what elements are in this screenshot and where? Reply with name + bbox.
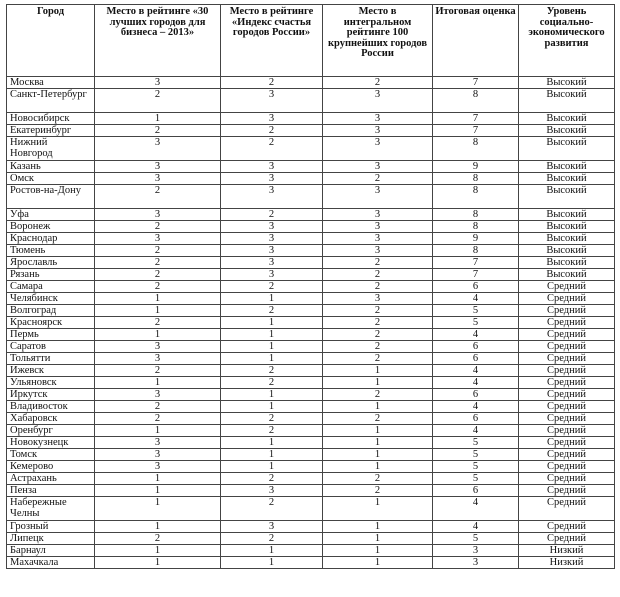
integral-rating-cell: 2: [323, 317, 433, 329]
business-rating-cell: 2: [95, 365, 221, 377]
business-rating-cell: 1: [95, 329, 221, 341]
total-score-cell: 5: [433, 461, 519, 473]
happiness-index-cell: 3: [221, 245, 323, 257]
integral-rating-cell: 3: [323, 209, 433, 221]
city-cell: Кемерово: [7, 461, 95, 473]
business-rating-cell: 3: [95, 353, 221, 365]
development-level-cell: Средний: [519, 377, 615, 389]
table-header: [7, 5, 615, 77]
table-row: [7, 461, 615, 473]
development-level-cell: Высокий: [519, 233, 615, 245]
table-row: [7, 161, 615, 173]
city-cell: Махачкала: [7, 557, 95, 569]
table-row: [7, 473, 615, 485]
table-row: [7, 173, 615, 185]
business-rating-cell: 3: [95, 161, 221, 173]
total-score-cell: 8: [433, 221, 519, 233]
happiness-index-cell: 3: [221, 173, 323, 185]
city-cell: Набережные Челны: [7, 497, 95, 521]
development-level-cell: Средний: [519, 305, 615, 317]
total-score-cell: 6: [433, 341, 519, 353]
happiness-index-cell: 3: [221, 257, 323, 269]
integral-rating-cell: 2: [323, 485, 433, 497]
development-level-cell: Средний: [519, 449, 615, 461]
table-row: [7, 401, 615, 413]
happiness-index-cell: 3: [221, 221, 323, 233]
table-row: [7, 77, 615, 89]
happiness-index-cell: 3: [221, 269, 323, 281]
total-score-cell: 7: [433, 113, 519, 125]
integral-rating-cell: 2: [323, 305, 433, 317]
city-cell: Новосибирск: [7, 113, 95, 125]
happiness-index-cell: 1: [221, 317, 323, 329]
total-score-cell: 5: [433, 437, 519, 449]
header-row: [7, 5, 615, 77]
happiness-index-cell: 2: [221, 533, 323, 545]
development-level-cell: Высокий: [519, 125, 615, 137]
happiness-index-cell: 2: [221, 305, 323, 317]
total-score-cell: 5: [433, 305, 519, 317]
business-rating-cell: 2: [95, 281, 221, 293]
city-cell: Уфа: [7, 209, 95, 221]
integral-rating-cell: 1: [323, 425, 433, 437]
integral-rating-cell: 2: [323, 389, 433, 401]
city-cell: Тольятти: [7, 353, 95, 365]
integral-rating-cell: 3: [323, 89, 433, 113]
development-level-cell: Средний: [519, 437, 615, 449]
table-row: [7, 353, 615, 365]
city-cell: Волгоград: [7, 305, 95, 317]
total-score-cell: 6: [433, 389, 519, 401]
integral-rating-cell: 3: [323, 293, 433, 305]
happiness-index-cell: 2: [221, 209, 323, 221]
table-row: [7, 269, 615, 281]
table-row: [7, 317, 615, 329]
happiness-index-cell: 3: [221, 233, 323, 245]
business-rating-cell: 1: [95, 425, 221, 437]
happiness-index-cell: 1: [221, 389, 323, 401]
business-rating-cell: 1: [95, 521, 221, 533]
header-happiness-index: Место в рейтинге «Индекс счастья городов России»: [221, 5, 323, 77]
development-level-cell: Средний: [519, 497, 615, 521]
city-cell: Пермь: [7, 329, 95, 341]
integral-rating-cell: 1: [323, 377, 433, 389]
happiness-index-cell: 2: [221, 281, 323, 293]
table-row: [7, 113, 615, 125]
table-row: [7, 185, 615, 209]
table-row: [7, 545, 615, 557]
city-cell: Иркутск: [7, 389, 95, 401]
table-row: [7, 233, 615, 245]
happiness-index-cell: 1: [221, 545, 323, 557]
total-score-cell: 8: [433, 89, 519, 113]
city-cell: Ростов-на-Дону: [7, 185, 95, 209]
business-rating-cell: 3: [95, 233, 221, 245]
city-cell: Краснодар: [7, 233, 95, 245]
development-level-cell: Высокий: [519, 185, 615, 209]
city-cell: Красноярск: [7, 317, 95, 329]
integral-rating-cell: 1: [323, 557, 433, 569]
business-rating-cell: 1: [95, 113, 221, 125]
development-level-cell: Высокий: [519, 245, 615, 257]
business-rating-cell: 1: [95, 305, 221, 317]
table-row: [7, 257, 615, 269]
business-rating-cell: 3: [95, 449, 221, 461]
happiness-index-cell: 2: [221, 425, 323, 437]
development-level-cell: Средний: [519, 281, 615, 293]
city-cell: Санкт-Петербург: [7, 89, 95, 113]
business-rating-cell: 1: [95, 293, 221, 305]
integral-rating-cell: 3: [323, 113, 433, 125]
development-level-cell: Высокий: [519, 77, 615, 89]
header-total-score: Итоговая оценка: [433, 5, 519, 77]
business-rating-cell: 3: [95, 389, 221, 401]
integral-rating-cell: 3: [323, 233, 433, 245]
integral-rating-cell: 2: [323, 257, 433, 269]
city-cell: Челябинск: [7, 293, 95, 305]
business-rating-cell: 3: [95, 137, 221, 161]
total-score-cell: 9: [433, 233, 519, 245]
total-score-cell: 5: [433, 317, 519, 329]
total-score-cell: 8: [433, 209, 519, 221]
development-level-cell: Средний: [519, 341, 615, 353]
table-row: [7, 557, 615, 569]
total-score-cell: 8: [433, 245, 519, 257]
table-row: [7, 305, 615, 317]
total-score-cell: 7: [433, 269, 519, 281]
integral-rating-cell: 1: [323, 533, 433, 545]
table-row: [7, 341, 615, 353]
total-score-cell: 4: [433, 377, 519, 389]
development-level-cell: Высокий: [519, 89, 615, 113]
total-score-cell: 7: [433, 77, 519, 89]
happiness-index-cell: 3: [221, 485, 323, 497]
city-cell: Ижевск: [7, 365, 95, 377]
table-row: [7, 89, 615, 113]
total-score-cell: 7: [433, 257, 519, 269]
city-cell: Новокузнецк: [7, 437, 95, 449]
development-level-cell: Высокий: [519, 209, 615, 221]
development-level-cell: Средний: [519, 353, 615, 365]
city-cell: Ульяновск: [7, 377, 95, 389]
table-row: [7, 365, 615, 377]
happiness-index-cell: 1: [221, 401, 323, 413]
business-rating-cell: 2: [95, 317, 221, 329]
happiness-index-cell: 2: [221, 497, 323, 521]
happiness-index-cell: 3: [221, 161, 323, 173]
development-level-cell: Высокий: [519, 269, 615, 281]
total-score-cell: 8: [433, 137, 519, 161]
business-rating-cell: 2: [95, 89, 221, 113]
business-rating-cell: 2: [95, 533, 221, 545]
integral-rating-cell: 2: [323, 413, 433, 425]
business-rating-cell: 1: [95, 545, 221, 557]
happiness-index-cell: 1: [221, 293, 323, 305]
table-row: [7, 521, 615, 533]
table-row: [7, 281, 615, 293]
happiness-index-cell: 2: [221, 137, 323, 161]
table-row: [7, 245, 615, 257]
development-level-cell: Средний: [519, 389, 615, 401]
business-rating-cell: 2: [95, 257, 221, 269]
happiness-index-cell: 1: [221, 341, 323, 353]
city-cell: Нижний Новгород: [7, 137, 95, 161]
business-rating-cell: 2: [95, 125, 221, 137]
table-body: [7, 77, 615, 569]
integral-rating-cell: 2: [323, 77, 433, 89]
business-rating-cell: 3: [95, 341, 221, 353]
integral-rating-cell: 2: [323, 269, 433, 281]
total-score-cell: 7: [433, 125, 519, 137]
happiness-index-cell: 1: [221, 437, 323, 449]
city-cell: Барнаул: [7, 545, 95, 557]
development-level-cell: Средний: [519, 461, 615, 473]
integral-rating-cell: 1: [323, 449, 433, 461]
total-score-cell: 3: [433, 557, 519, 569]
table-row: [7, 377, 615, 389]
table-row: [7, 533, 615, 545]
business-rating-cell: 2: [95, 269, 221, 281]
total-score-cell: 4: [433, 521, 519, 533]
happiness-index-cell: 3: [221, 185, 323, 209]
integral-rating-cell: 3: [323, 125, 433, 137]
city-cell: Самара: [7, 281, 95, 293]
happiness-index-cell: 3: [221, 89, 323, 113]
city-cell: Рязань: [7, 269, 95, 281]
development-level-cell: Высокий: [519, 161, 615, 173]
city-rating-table: [6, 4, 615, 569]
table-row: [7, 329, 615, 341]
city-cell: Воронеж: [7, 221, 95, 233]
integral-rating-cell: 1: [323, 497, 433, 521]
total-score-cell: 4: [433, 293, 519, 305]
business-rating-cell: 2: [95, 245, 221, 257]
total-score-cell: 6: [433, 485, 519, 497]
total-score-cell: 6: [433, 281, 519, 293]
development-level-cell: Средний: [519, 473, 615, 485]
business-rating-cell: 1: [95, 377, 221, 389]
integral-rating-cell: 3: [323, 221, 433, 233]
development-level-cell: Средний: [519, 317, 615, 329]
integral-rating-cell: 2: [323, 341, 433, 353]
city-cell: Омск: [7, 173, 95, 185]
integral-rating-cell: 1: [323, 437, 433, 449]
total-score-cell: 4: [433, 425, 519, 437]
happiness-index-cell: 2: [221, 377, 323, 389]
integral-rating-cell: 1: [323, 521, 433, 533]
city-cell: Астрахань: [7, 473, 95, 485]
development-level-cell: Средний: [519, 413, 615, 425]
business-rating-cell: 3: [95, 173, 221, 185]
total-score-cell: 8: [433, 185, 519, 209]
integral-rating-cell: 3: [323, 185, 433, 209]
integral-rating-cell: 1: [323, 461, 433, 473]
table-row: [7, 125, 615, 137]
total-score-cell: 8: [433, 173, 519, 185]
integral-rating-cell: 2: [323, 281, 433, 293]
table-row: [7, 389, 615, 401]
happiness-index-cell: 2: [221, 473, 323, 485]
integral-rating-cell: 3: [323, 161, 433, 173]
integral-rating-cell: 3: [323, 245, 433, 257]
total-score-cell: 6: [433, 413, 519, 425]
business-rating-cell: 2: [95, 221, 221, 233]
city-cell: Томск: [7, 449, 95, 461]
development-level-cell: Средний: [519, 365, 615, 377]
happiness-index-cell: 3: [221, 113, 323, 125]
city-cell: Москва: [7, 77, 95, 89]
integral-rating-cell: 1: [323, 365, 433, 377]
integral-rating-cell: 2: [323, 353, 433, 365]
development-level-cell: Высокий: [519, 137, 615, 161]
table-row: [7, 137, 615, 161]
city-cell: Липецк: [7, 533, 95, 545]
city-cell: Ярославль: [7, 257, 95, 269]
integral-rating-cell: 3: [323, 137, 433, 161]
table-row: [7, 209, 615, 221]
happiness-index-cell: 2: [221, 77, 323, 89]
city-cell: Екатеринбург: [7, 125, 95, 137]
development-level-cell: Средний: [519, 293, 615, 305]
happiness-index-cell: 2: [221, 365, 323, 377]
total-score-cell: 3: [433, 545, 519, 557]
city-cell: Казань: [7, 161, 95, 173]
integral-rating-cell: 2: [323, 473, 433, 485]
happiness-index-cell: 1: [221, 329, 323, 341]
development-level-cell: Средний: [519, 521, 615, 533]
table-row: [7, 449, 615, 461]
table-row: [7, 221, 615, 233]
header-integral-rating: Место в интегральном рейтинге 100 крупнейших городов России: [323, 5, 433, 77]
table-row: [7, 413, 615, 425]
total-score-cell: 5: [433, 449, 519, 461]
total-score-cell: 4: [433, 329, 519, 341]
integral-rating-cell: 1: [323, 545, 433, 557]
city-cell: Оренбург: [7, 425, 95, 437]
integral-rating-cell: 1: [323, 401, 433, 413]
development-level-cell: Высокий: [519, 221, 615, 233]
city-cell: Владивосток: [7, 401, 95, 413]
header-city: Город: [7, 5, 95, 77]
happiness-index-cell: 1: [221, 353, 323, 365]
total-score-cell: 4: [433, 497, 519, 521]
total-score-cell: 9: [433, 161, 519, 173]
business-rating-cell: 2: [95, 401, 221, 413]
business-rating-cell: 3: [95, 209, 221, 221]
happiness-index-cell: 1: [221, 461, 323, 473]
development-level-cell: Высокий: [519, 173, 615, 185]
table-row: [7, 497, 615, 521]
business-rating-cell: 1: [95, 557, 221, 569]
table-row: [7, 425, 615, 437]
total-score-cell: 6: [433, 353, 519, 365]
business-rating-cell: 2: [95, 185, 221, 209]
city-cell: Хабаровск: [7, 413, 95, 425]
integral-rating-cell: 2: [323, 329, 433, 341]
development-level-cell: Высокий: [519, 257, 615, 269]
business-rating-cell: 3: [95, 437, 221, 449]
development-level-cell: Средний: [519, 401, 615, 413]
header-development-level: Уровень социально-экономического развития: [519, 5, 615, 77]
city-cell: Саратов: [7, 341, 95, 353]
header-business-rating: Место в рейтинге «30 лучших городов для бизнеса – 2013»: [95, 5, 221, 77]
table-container: [6, 4, 614, 569]
total-score-cell: 5: [433, 533, 519, 545]
table-row: [7, 293, 615, 305]
development-level-cell: Средний: [519, 329, 615, 341]
table-row: [7, 437, 615, 449]
business-rating-cell: 3: [95, 461, 221, 473]
business-rating-cell: 3: [95, 77, 221, 89]
total-score-cell: 4: [433, 365, 519, 377]
development-level-cell: Высокий: [519, 113, 615, 125]
happiness-index-cell: 2: [221, 125, 323, 137]
table-row: [7, 485, 615, 497]
integral-rating-cell: 2: [323, 173, 433, 185]
development-level-cell: Средний: [519, 425, 615, 437]
business-rating-cell: 1: [95, 473, 221, 485]
city-cell: Пенза: [7, 485, 95, 497]
business-rating-cell: 1: [95, 485, 221, 497]
business-rating-cell: 2: [95, 413, 221, 425]
happiness-index-cell: 2: [221, 413, 323, 425]
city-cell: Грозный: [7, 521, 95, 533]
happiness-index-cell: 3: [221, 521, 323, 533]
happiness-index-cell: 1: [221, 557, 323, 569]
development-level-cell: Низкий: [519, 557, 615, 569]
total-score-cell: 5: [433, 473, 519, 485]
business-rating-cell: 1: [95, 497, 221, 521]
development-level-cell: Средний: [519, 485, 615, 497]
development-level-cell: Низкий: [519, 545, 615, 557]
development-level-cell: Средний: [519, 533, 615, 545]
city-cell: Тюмень: [7, 245, 95, 257]
happiness-index-cell: 1: [221, 449, 323, 461]
total-score-cell: 4: [433, 401, 519, 413]
